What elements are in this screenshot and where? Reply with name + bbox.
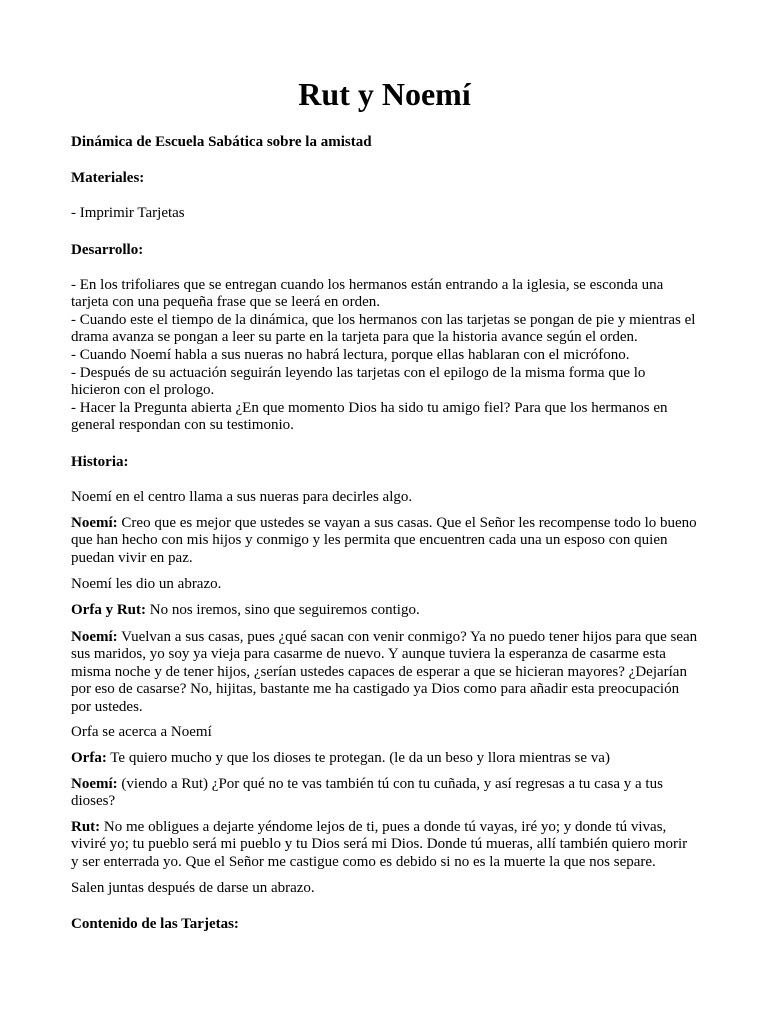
desarrollo-item: - Cuando este el tiempo de la dinámica, que los hermanos con las tarjetas se pongan de pie y mientras el drama avanza se pongan a leer su parte en la tarjeta para que la historia avance según el orden. [71,311,696,346]
desarrollo-item: - Después de su actuación seguirán leyendo las tarjetas con el epilogo de la misma forma que lo hicieron con el prologo. [71,364,646,399]
dialogue-text: No nos iremos, sino que seguiremos contigo. [146,601,420,618]
dialogue-text: No me obligues a dejarte yéndome lejos de ti, pues a donde tú vayas, iré yo; y donde tú vivas, viviré yo; tu pueblo será mi pueblo y tu Dios será mi Dios. Donde tú mueras, allí también quiero morir y ser enterrada yo. Que el Señor me castigue como es debido si no es la muerte la que nos separe. [71,818,688,871]
historia-line [71,880,698,898]
historia-line [71,629,698,717]
speaker-name: Orfa: [71,750,107,767]
historia-heading: Historia: [71,453,129,470]
document-subtitle: Dinámica de Escuela Sabática sobre la amistad [71,134,372,150]
desarrollo-item: - Hacer la Pregunta abierta ¿En que momento Dios ha sido tu amigo fiel? Para que los hermanos en general respondan con su testimonio. [71,399,668,434]
desarrollo-item: - En los trifoliares que se entregan cuando los hermanos están entrando a la iglesia, se esconda una tarjeta con una pequeña frase que se leerá en orden. [71,276,664,311]
historia-line [71,750,698,768]
speaker-name: Noemí: [71,775,118,792]
tarjetas-heading: Contenido de las Tarjetas: [71,916,239,933]
historia-line [71,819,698,872]
materiales-item: - Imprimir Tarjetas [71,205,185,221]
narration-text: Noemí les dio un abrazo. [71,576,222,593]
historia-line [71,724,698,742]
dialogue-text: Creo que es mejor que ustedes se vayan a sus casas. Que el Señor les recompense todo lo bueno que han hecho con mis hijos y conmigo y les permita que encuentren cada una un esposo con quien puedan vivir en paz. [71,514,697,566]
speaker-name: Noemí: [71,628,118,645]
desarrollo-list [71,277,698,435]
desarrollo-item: - Cuando Noemí habla a sus nueras no habrá lectura, porque ellas hablaran con el micrófono. [71,346,630,363]
dialogue-text: (viendo a Rut) ¿Por qué no te vas también tú con tu cuñada, y así regresas a tu casa y a tus dioses? [71,775,663,810]
historia-line [71,576,698,594]
dialogue-text: Vuelvan a sus casas, pues ¿qué sacan con venir conmigo? Ya no puedo tener hijos para que sean sus maridos, yo soy ya vieja para casarme de nuevo. Y aunque tuviera la esperanza de casarme esta misma noche y de tener hijos, ¿serían ustedes capaces de esperar a que se hicieran mayores? ¿Dejarían por eso de casarse? No, hijitas, bastante me ha castigado ya Dios como para añadir esta preocupación por ustedes. [71,628,698,715]
historia-line [71,489,698,507]
historia-line [71,602,698,620]
materiales-heading: Materiales: [71,170,145,186]
narration-text: Noemí en el centro llama a sus nueras para decirles algo. [71,488,413,505]
narration-text: Salen juntas después de darse un abrazo. [71,879,315,896]
speaker-name: Orfa y Rut: [71,601,146,618]
speaker-name: Noemí: [71,514,118,531]
historia-line [71,776,698,811]
document-title: Rut y Noemí [298,76,471,112]
dialogue-text: Te quiero mucho y que los dioses te protegan. (le da un beso y llora mientras se va) [106,750,610,767]
speaker-name: Rut: [71,818,101,835]
desarrollo-heading: Desarrollo: [71,241,144,258]
historia-line [71,515,698,568]
narration-text: Orfa se acerca a Noemí [71,724,212,741]
